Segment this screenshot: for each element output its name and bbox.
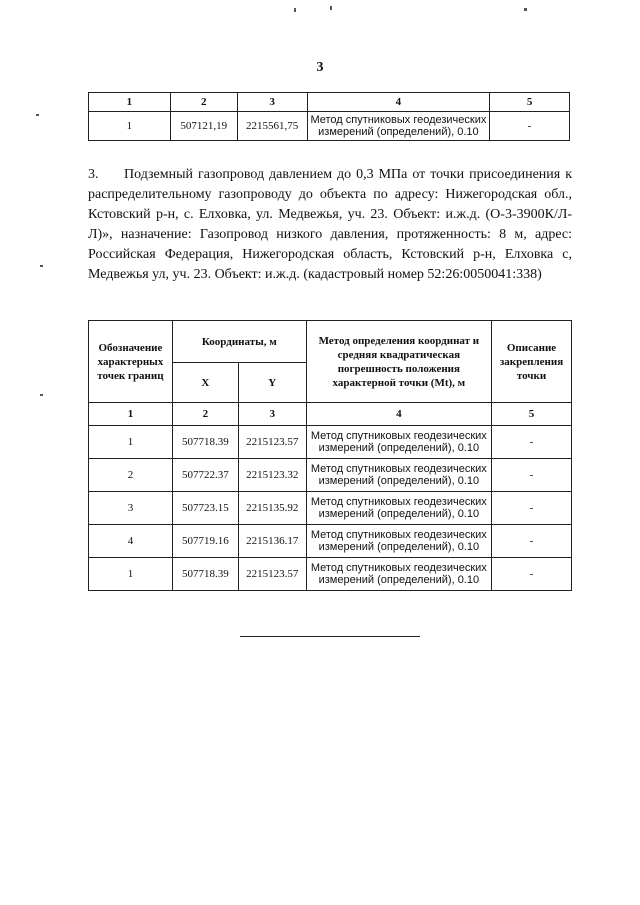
- method-cell: Метод спутниковых геодезических измерений (определений), 0.10: [306, 426, 491, 459]
- table-row: [89, 558, 572, 591]
- column-number-row: [89, 403, 572, 426]
- x-cell: 507718.39: [172, 558, 238, 591]
- column-number: 2: [170, 93, 237, 112]
- method-cell: Метод спутниковых геодезических измерений (определений), 0.10: [306, 459, 491, 492]
- scan-speck: [36, 114, 39, 116]
- scan-speck: [40, 265, 43, 267]
- method-cell: Метод спутниковых геодезических измерений (определений), 0.10: [306, 558, 491, 591]
- scan-speck: [40, 394, 43, 396]
- scan-speck: [294, 8, 296, 12]
- x-cell: 507722.37: [172, 459, 238, 492]
- x-cell: 507723.15: [172, 492, 238, 525]
- table-row: [89, 492, 572, 525]
- y-cell: 2215561,75: [237, 112, 307, 141]
- header-x: X: [172, 363, 238, 403]
- x-cell: 507718.39: [172, 426, 238, 459]
- point-cell: 2: [89, 459, 173, 492]
- point-cell: 1: [89, 112, 171, 141]
- header-coordinates: Координаты, м: [172, 321, 306, 363]
- header-description: Описание закрепления точки: [492, 321, 572, 403]
- description-cell: -: [492, 426, 572, 459]
- scan-speck: [330, 6, 332, 10]
- table-row: [89, 459, 572, 492]
- point-cell: 3: [89, 492, 173, 525]
- column-number: 4: [307, 93, 490, 112]
- description-cell: -: [492, 525, 572, 558]
- y-cell: 2215123.57: [238, 426, 306, 459]
- y-cell: 2215136.17: [238, 525, 306, 558]
- x-cell: 507121,19: [170, 112, 237, 141]
- description-cell: -: [492, 459, 572, 492]
- column-number: 5: [492, 403, 572, 426]
- description-cell: -: [490, 112, 570, 141]
- y-cell: 2215123.57: [238, 558, 306, 591]
- table-row: [89, 525, 572, 558]
- end-rule: [240, 636, 420, 637]
- y-cell: 2215135.92: [238, 492, 306, 525]
- column-number: 2: [172, 403, 238, 426]
- coordinates-table: [88, 320, 572, 591]
- column-number-row: [89, 93, 570, 112]
- y-cell: 2215123.32: [238, 459, 306, 492]
- column-number: 3: [237, 93, 307, 112]
- column-number: 4: [306, 403, 491, 426]
- header-method: Метод определения координат и средняя квадратическая погрешность положения характерной точки (Mt), м: [306, 321, 491, 403]
- scan-speck: [524, 8, 527, 11]
- table-row: [89, 112, 570, 141]
- column-number: 1: [89, 403, 173, 426]
- point-cell: 1: [89, 426, 173, 459]
- point-cell: 1: [89, 558, 173, 591]
- column-number: 5: [490, 93, 570, 112]
- description-cell: -: [492, 492, 572, 525]
- table-row: [89, 426, 572, 459]
- object-description-paragraph: [88, 165, 572, 285]
- description-cell: -: [492, 558, 572, 591]
- method-cell: Метод спутниковых геодезических измерений (определений), 0.10: [307, 112, 490, 141]
- method-cell: Метод спутниковых геодезических измерений (определений), 0.10: [306, 492, 491, 525]
- coordinates-table-continued: [88, 92, 570, 141]
- column-number: 1: [89, 93, 171, 112]
- page-number: 3: [316, 60, 324, 75]
- point-cell: 4: [89, 525, 173, 558]
- paragraph-number: 3.: [88, 167, 99, 182]
- column-number: 3: [238, 403, 306, 426]
- header-point: Обозначение характерных точек границ: [89, 321, 173, 403]
- method-cell: Метод спутниковых геодезических измерений (определений), 0.10: [306, 525, 491, 558]
- x-cell: 507719.16: [172, 525, 238, 558]
- paragraph-text: Подземный газопровод давлением до 0,3 МПа от точки присоединения к распределительному газопроводу до объекта по адресу: Нижегородская обл., Кстовский р-н, с. Елховка, ул. Медвежья, уч. 23. Объект: и.ж.д. (О-3-3900К/Л-Л)», назначение: Газопровод низкого давления, протяженность: 8 м, адрес: Российская Федерация, Нижегородская область, Кстовский р-н, Елховка с, Медвежья ул, уч. 23. Объект: и.ж.д. (кадастровый номер 52:26:0050041:338): [88, 167, 572, 282]
- header-y: Y: [238, 363, 306, 403]
